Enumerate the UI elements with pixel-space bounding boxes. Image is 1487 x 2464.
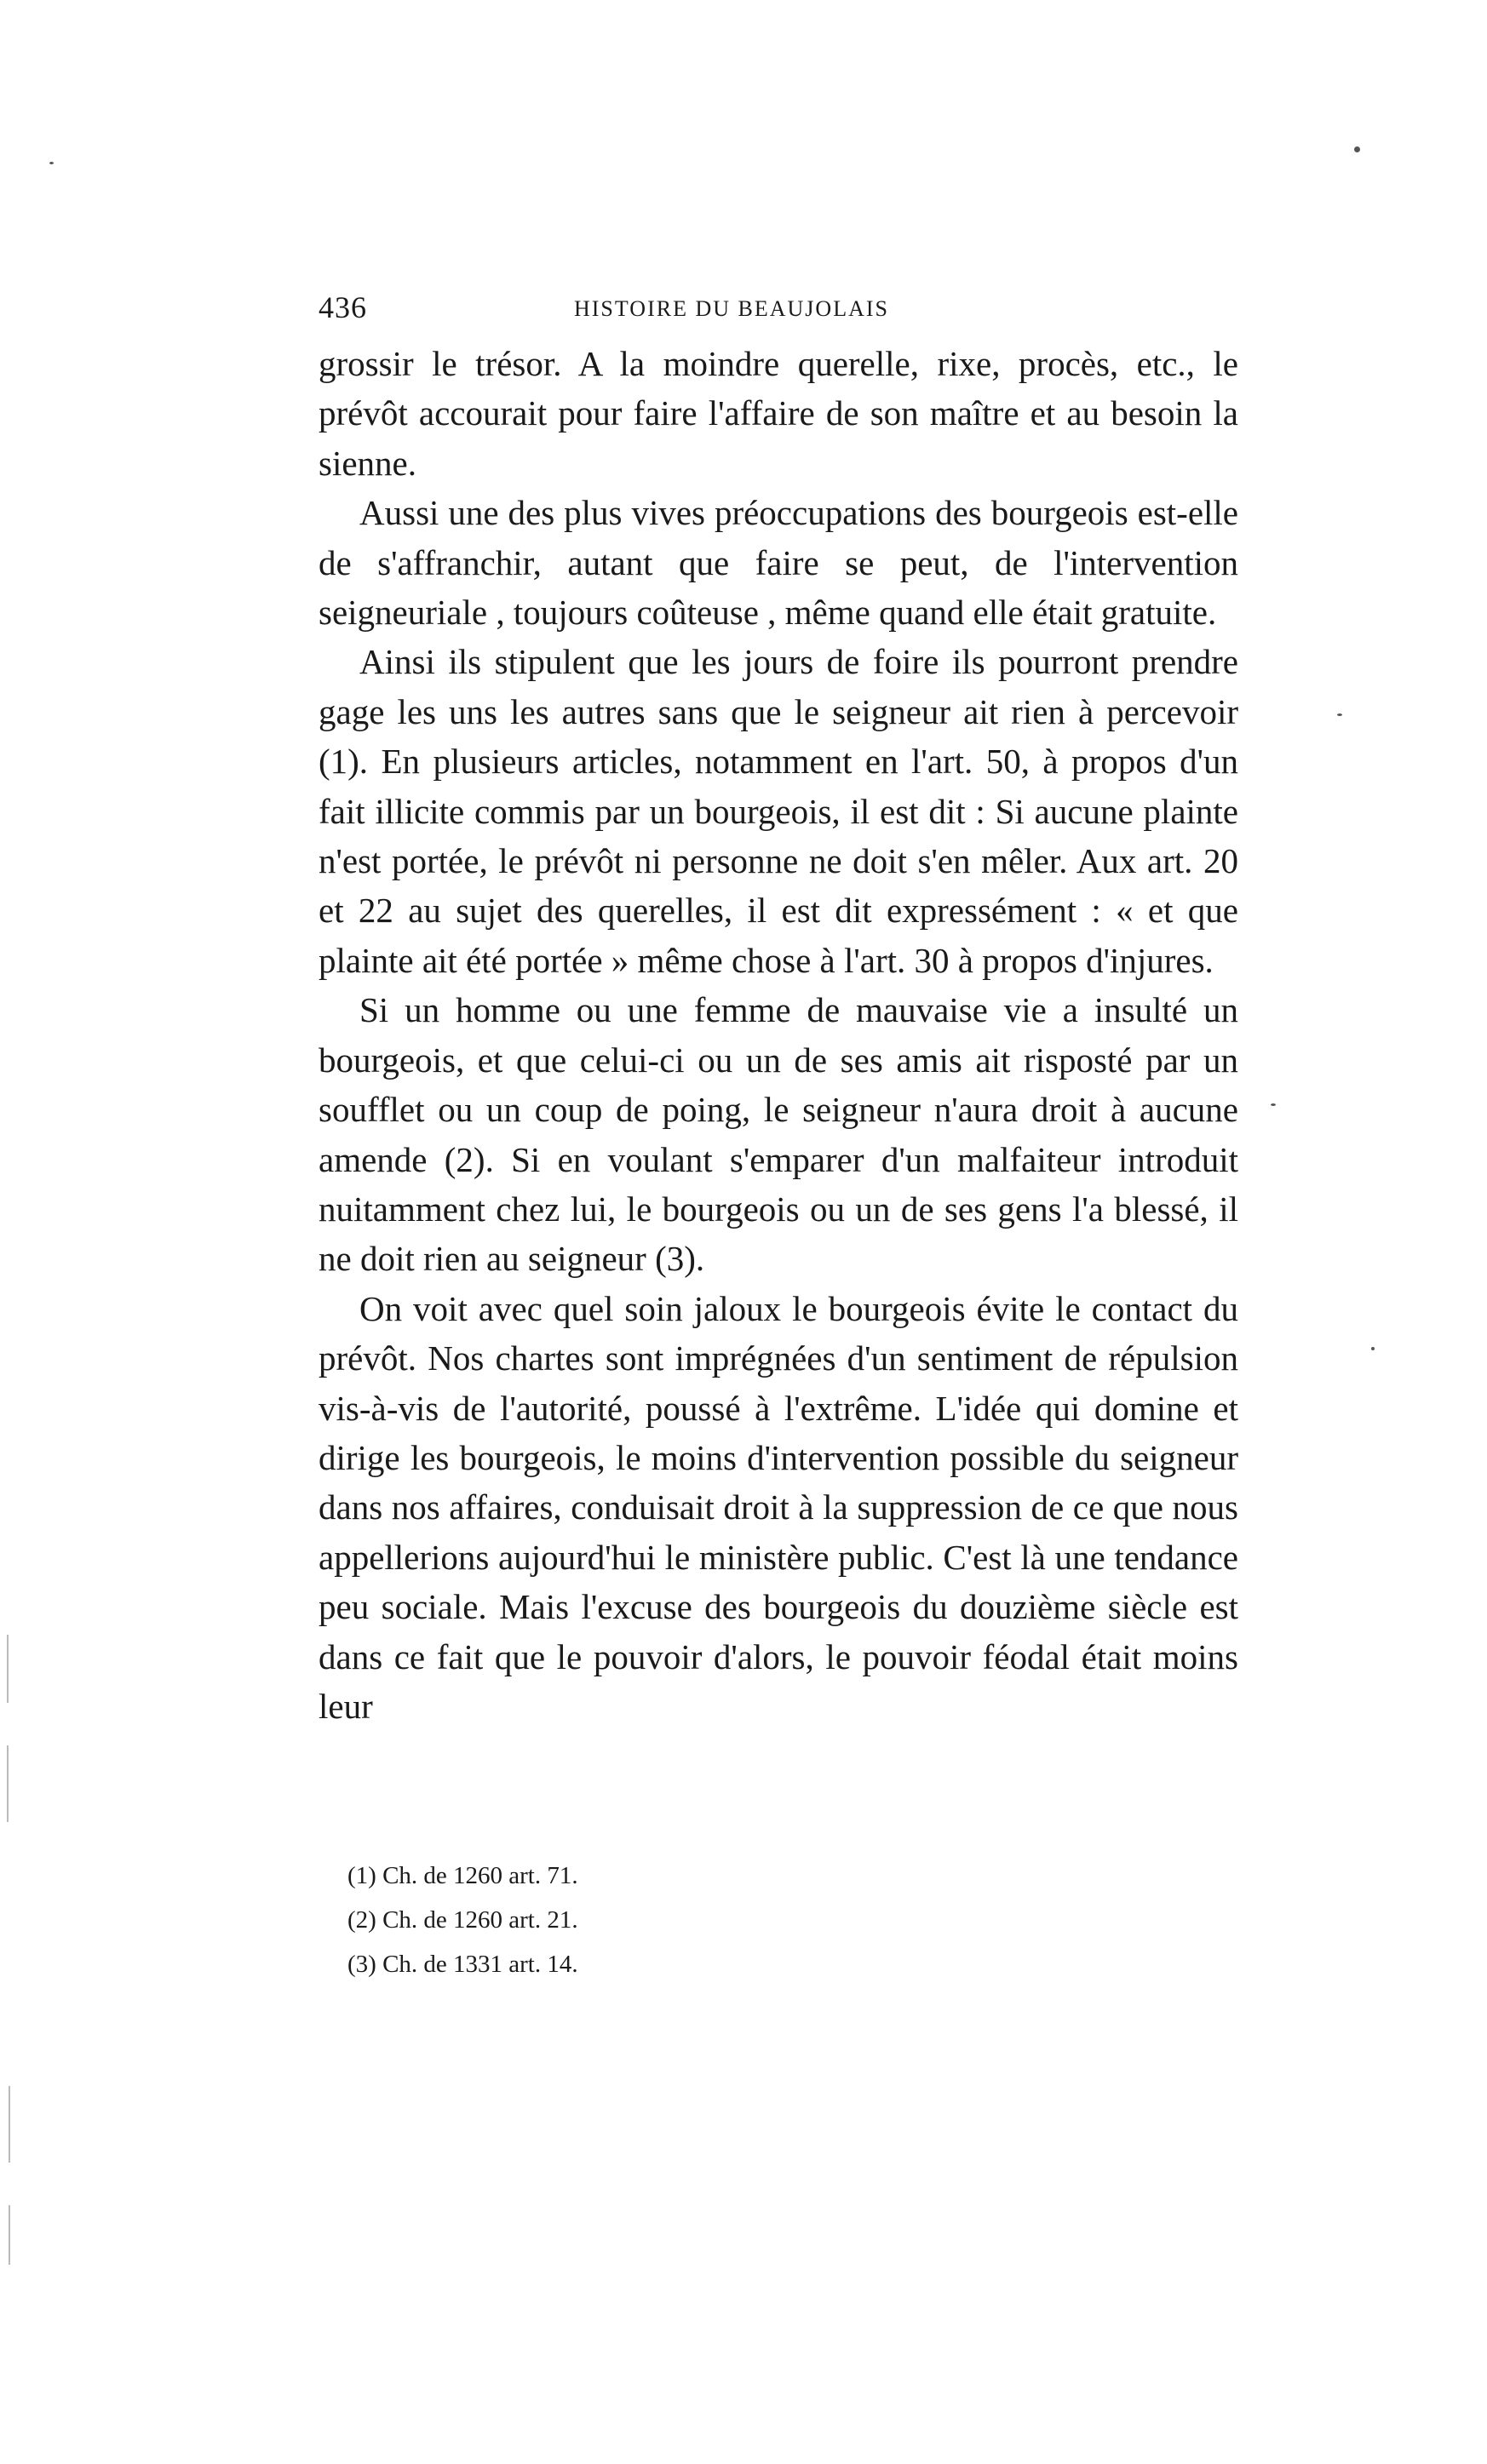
scan-speck [49,162,54,164]
paragraph-2: Aussi une des plus vives préoccupations des bourgeois est-elle de s'affranchir, autant que faire se peut, de l'intervention seigneuriale , toujours coûteuse , même quand elle était gratuite. [319,493,1238,633]
scan-speck [1271,1103,1276,1106]
footnote-1: (1) Ch. de 1260 art. 71. [347,1862,578,1889]
scan-edge-line [9,2205,10,2265]
footnote-3: (3) Ch. de 1331 art. 14. [347,1951,578,1978]
scan-edge-line [9,2086,10,2163]
paragraph-4: Si un homme ou une femme de mauvaise vie a insulté un bourgeois, et que celui-ci ou un de ses amis ait risposté par un soufflet ou un coup de poing, le seigneur n'aura droit à aucune amende (2). Si en voulant s'emparer d'un malfaiteur introduit nuitamment chez lui, le bourgeois ou un de ses gens l'a blessé, il ne doit rien au seigneur (3). [319,990,1238,1279]
paragraph-3: Ainsi ils stipulent que les jours de foire ils pourront prendre gage les uns les autres sans que le seigneur ait rien à percevoir (1). En plusieurs articles, notamment en l'art. 50, à propos d'un fait illicite commis par un bourgeois, il est dit : Si aucune plainte n'est portée, le prévôt ni personne ne doit s'en mêler. Aux art. 20 et 22 au sujet des querelles, il est dit expressément : « et que plainte ait été portée » même chose à l'art. 30 à propos d'injures. [319,642,1238,980]
scan-speck [1371,1347,1375,1350]
scan-edge-line [7,1745,9,1822]
scan-edge-line [7,1635,9,1703]
scan-speck [1354,146,1360,152]
page-number: 436 [319,290,367,324]
page-header [319,289,1238,332]
paragraph-1: grossir le trésor. A la moindre querelle, rixe, procès, etc., le prévôt accourait pour faire l'affaire de son maître et au besoin la sienne. [319,344,1238,483]
running-title: HISTOIRE DU BEAUJOLAIS [574,296,889,321]
footnotes [347,1854,944,1986]
paragraph-5: On voit avec quel soin jaloux le bourgeois évite le contact du prévôt. Nos chartes sont imprégnées d'un sentiment de répulsion vis-à-vis de l'autorité, poussé à l'extrême. L'idée qui domine et dirige les bourgeois, le moins d'intervention possible du seigneur dans nos affaires, conduisait droit à la suppression de ce que nous appellerions aujourd'hui le ministère public. C'est là une tendance peu sociale. Mais l'excuse des bourgeois du douzième siècle est dans ce fait que le pouvoir d'alors, le pouvoir féodal était moins leur [319,1288,1238,1726]
scan-speck [1337,713,1342,716]
body-text [319,339,1238,1731]
footnote-2: (2) Ch. de 1260 art. 21. [347,1906,578,1934]
